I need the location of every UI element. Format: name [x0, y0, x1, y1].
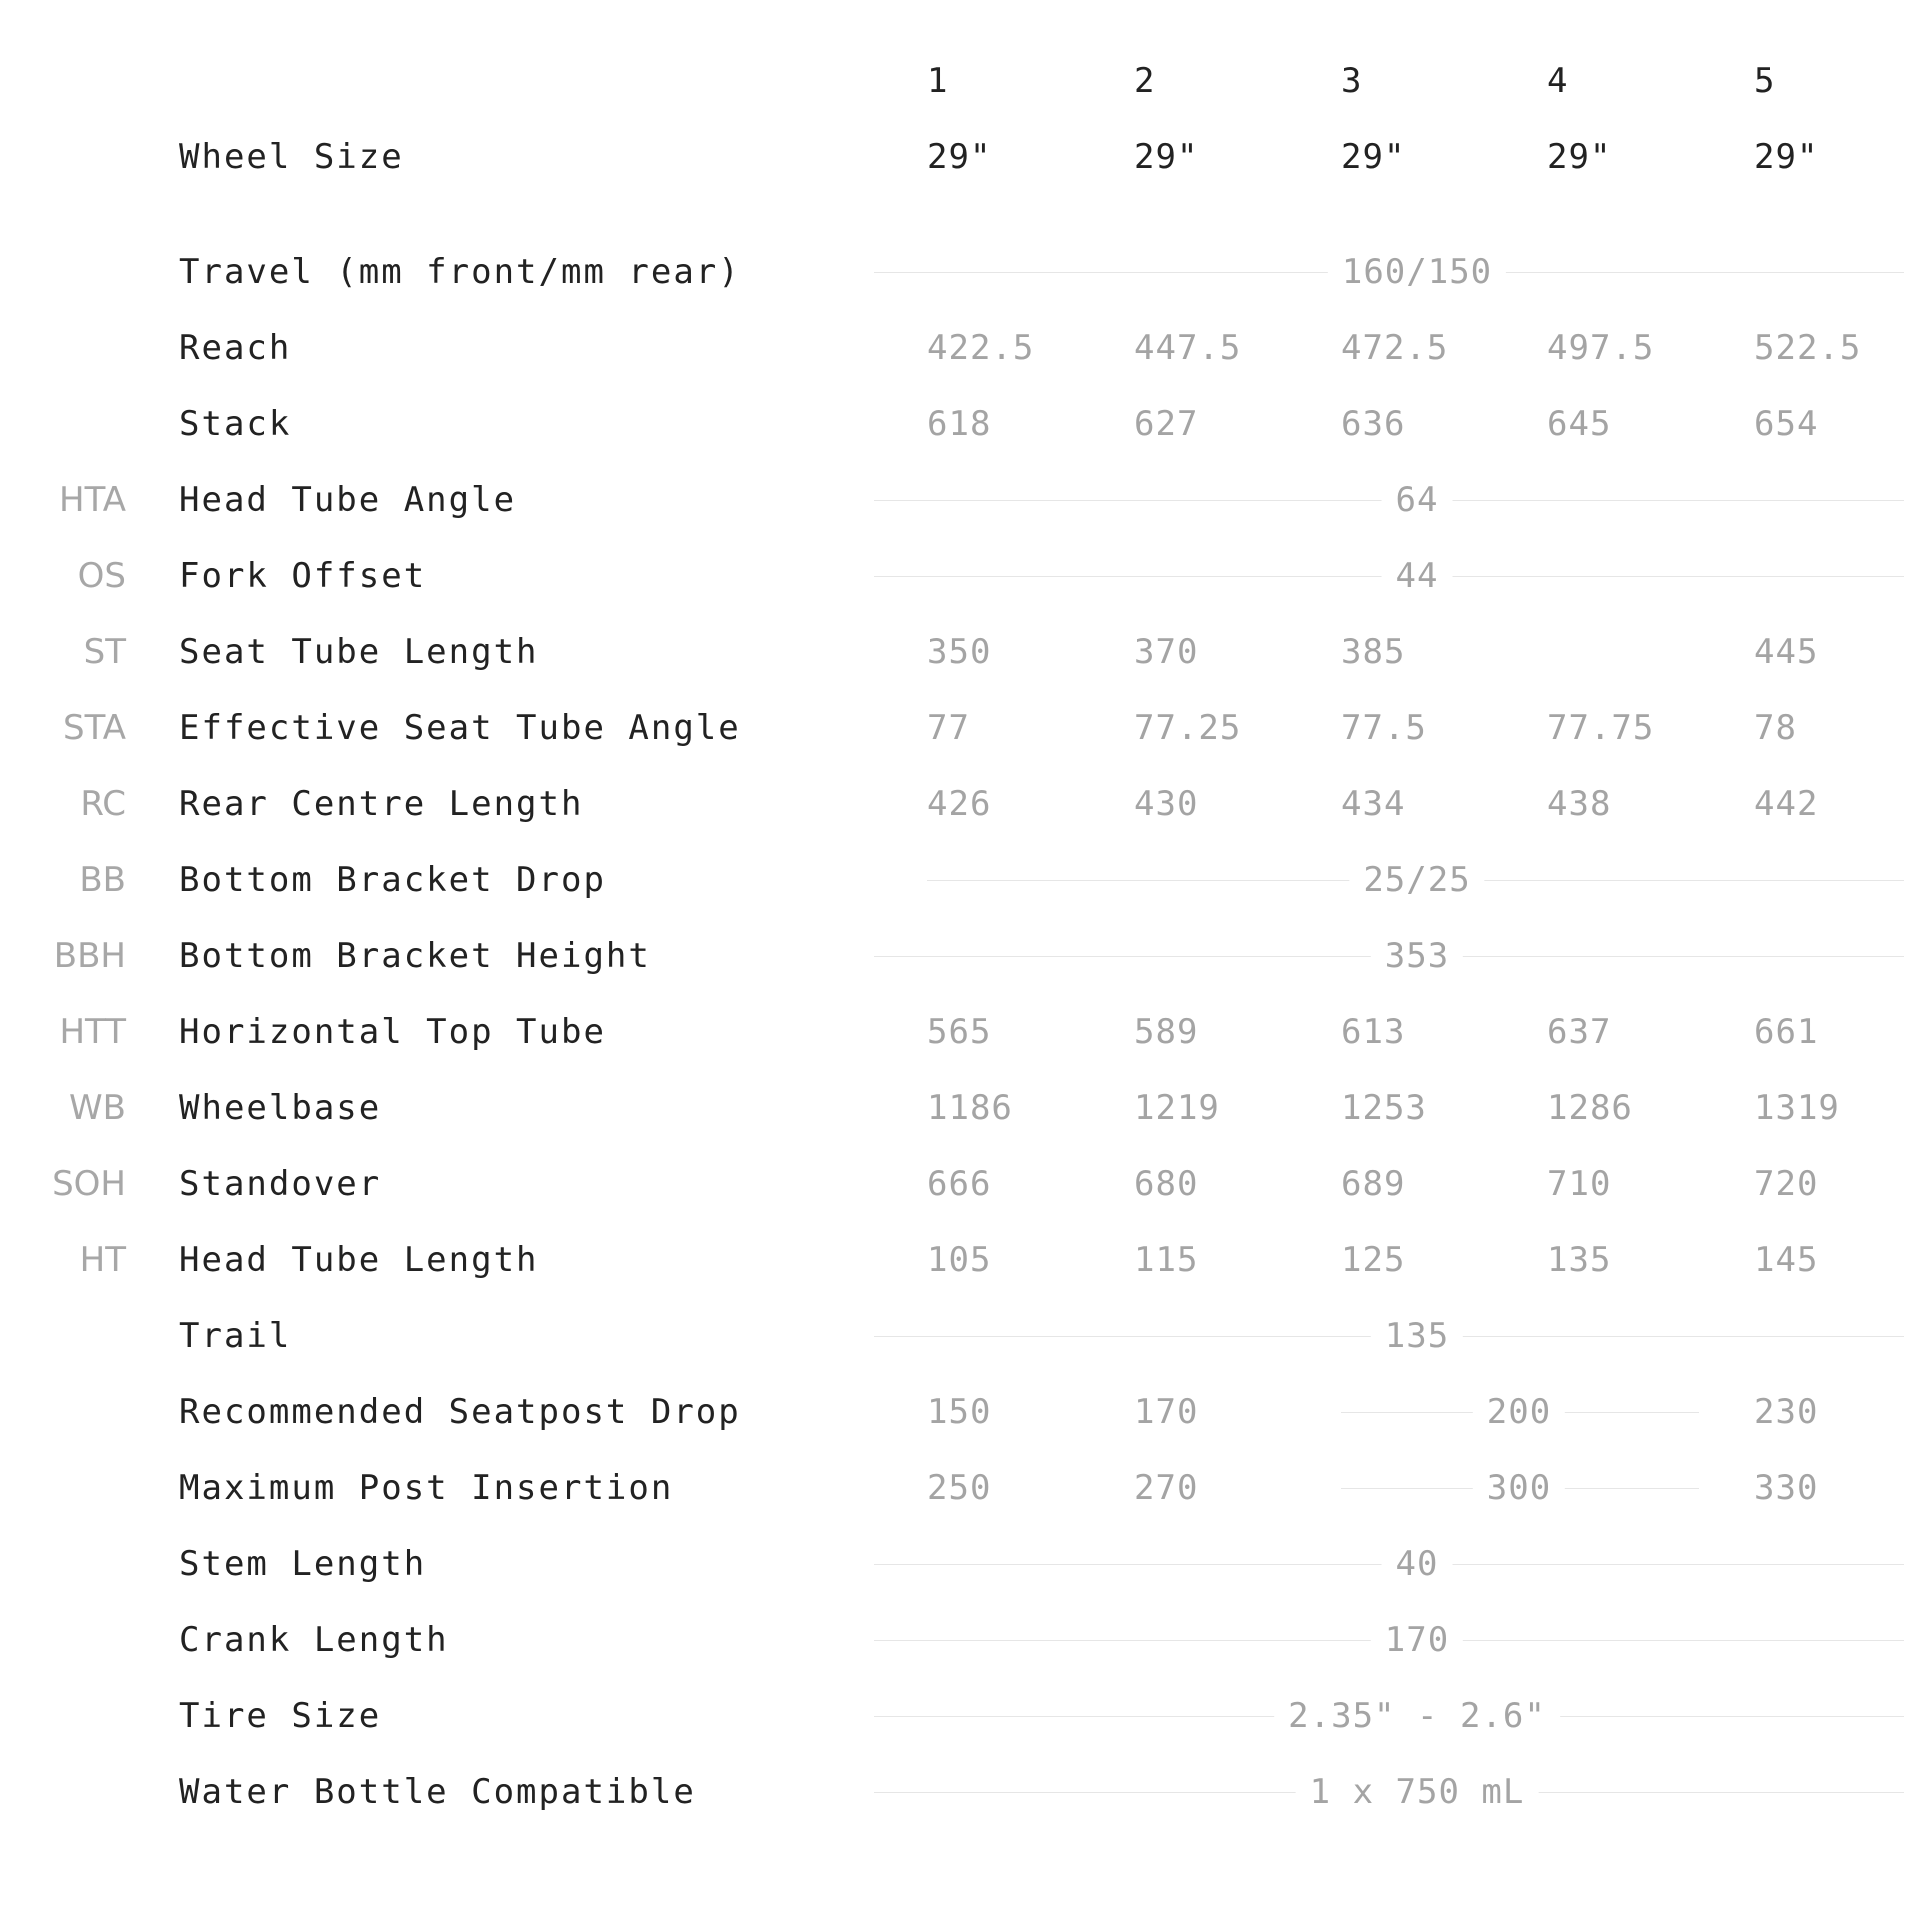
- table-row: [0, 1374, 1920, 1450]
- table-row: [0, 690, 1920, 766]
- row-abbreviation: STA: [63, 708, 126, 748]
- row-label: Water Bottle Compatible: [179, 1772, 696, 1812]
- value-cell: 654: [1754, 404, 1819, 444]
- row-label: Trail: [179, 1316, 292, 1356]
- value-cell: 115: [1134, 1240, 1199, 1280]
- row-label: Recommended Seatpost Drop: [179, 1392, 741, 1432]
- row-label: Head Tube Length: [179, 1240, 539, 1280]
- size-2-header: 2: [1134, 61, 1156, 101]
- row-label: Standover: [179, 1164, 382, 1204]
- span-value: 44: [1382, 538, 1453, 614]
- table-row: [0, 918, 1920, 994]
- value-cell: 710: [1547, 1164, 1612, 1204]
- span-value: 300: [1473, 1450, 1565, 1526]
- value-cell: 565: [927, 1012, 992, 1052]
- table-row: [0, 766, 1920, 842]
- table-row: [0, 1678, 1920, 1754]
- span-value: 40: [1382, 1526, 1453, 1602]
- size-1-header: 1: [927, 61, 949, 101]
- row-label: Rear Centre Length: [179, 784, 584, 824]
- value-cell: 1253: [1341, 1088, 1427, 1128]
- value-cell: 77: [927, 708, 970, 748]
- row-abbreviation: BBH: [53, 936, 126, 976]
- value-cell: 442: [1754, 784, 1819, 824]
- value-cell: 385: [1341, 632, 1406, 672]
- value-cell: 29": [1341, 137, 1406, 177]
- value-cell: 637: [1547, 1012, 1612, 1052]
- table-row: [0, 538, 1920, 614]
- row-abbreviation: OS: [77, 556, 126, 596]
- table-row: [0, 310, 1920, 386]
- value-cell: 472.5: [1341, 328, 1449, 368]
- value-cell: 105: [927, 1240, 992, 1280]
- value-cell: 29": [1547, 137, 1612, 177]
- value-cell: 270: [1134, 1468, 1199, 1508]
- row-label: Crank Length: [179, 1620, 449, 1660]
- row-label: Maximum Post Insertion: [179, 1468, 674, 1508]
- row-abbreviation: SOH: [52, 1164, 126, 1204]
- row-abbreviation: WB: [69, 1088, 126, 1128]
- size-5-header: 5: [1754, 61, 1776, 101]
- value-cell: 613: [1341, 1012, 1406, 1052]
- value-cell: 434: [1341, 784, 1406, 824]
- value-cell: 78: [1754, 708, 1797, 748]
- value-cell: 150: [927, 1392, 992, 1432]
- table-row: [0, 994, 1920, 1070]
- table-row: [0, 1146, 1920, 1222]
- value-cell: 330: [1754, 1468, 1819, 1508]
- table-row: [0, 1298, 1920, 1374]
- table-row: [0, 1450, 1920, 1526]
- row-label: Effective Seat Tube Angle: [179, 708, 741, 748]
- value-cell: 170: [1134, 1392, 1199, 1432]
- span-value: 200: [1473, 1374, 1565, 1450]
- table-row: [0, 1754, 1920, 1830]
- table-row: [0, 1222, 1920, 1298]
- value-cell: 589: [1134, 1012, 1199, 1052]
- table-row: [0, 234, 1920, 310]
- row-abbreviation: HTA: [59, 480, 126, 520]
- value-cell: 77.25: [1134, 708, 1242, 748]
- row-label: Head Tube Angle: [179, 480, 517, 520]
- value-cell: 627: [1134, 404, 1199, 444]
- row-label: Travel (mm front/mm rear): [179, 252, 741, 292]
- value-cell: 1219: [1134, 1088, 1220, 1128]
- size-3-header: 3: [1341, 61, 1363, 101]
- table-row: [0, 842, 1920, 918]
- row-label: Reach: [179, 328, 292, 368]
- table-row: [0, 462, 1920, 538]
- table-row: [0, 1602, 1920, 1678]
- value-cell: 720: [1754, 1164, 1819, 1204]
- value-cell: 645: [1547, 404, 1612, 444]
- row-label: Fork Offset: [179, 556, 427, 596]
- value-cell: 430: [1134, 784, 1199, 824]
- value-cell: 29": [927, 137, 992, 177]
- table-row: [0, 386, 1920, 462]
- value-cell: 447.5: [1134, 328, 1242, 368]
- span-value: 64: [1382, 462, 1453, 538]
- row-abbreviation: HTT: [59, 1012, 126, 1052]
- value-cell: 661: [1754, 1012, 1819, 1052]
- value-cell: 135: [1547, 1240, 1612, 1280]
- value-cell: 497.5: [1547, 328, 1655, 368]
- value-cell: 680: [1134, 1164, 1199, 1204]
- value-cell: 666: [927, 1164, 992, 1204]
- row-label: Stem Length: [179, 1544, 427, 1584]
- row-label: Bottom Bracket Height: [179, 936, 651, 976]
- table-row: [0, 1070, 1920, 1146]
- value-cell: 438: [1547, 784, 1612, 824]
- value-cell: 1286: [1547, 1088, 1633, 1128]
- value-cell: 350: [927, 632, 992, 672]
- value-cell: 426: [927, 784, 992, 824]
- row-label: Seat Tube Length: [179, 632, 539, 672]
- row-label: Wheelbase: [179, 1088, 382, 1128]
- value-cell: 422.5: [927, 328, 1035, 368]
- span-value: 170: [1371, 1602, 1463, 1678]
- value-cell: 1186: [927, 1088, 1013, 1128]
- row-abbreviation: RC: [80, 784, 126, 824]
- value-cell: 445: [1754, 632, 1819, 672]
- value-cell: 636: [1341, 404, 1406, 444]
- value-cell: 29": [1754, 137, 1819, 177]
- row-label: Stack: [179, 404, 292, 444]
- value-cell: 689: [1341, 1164, 1406, 1204]
- span-value: 353: [1371, 918, 1463, 994]
- span-value: 135: [1371, 1298, 1463, 1374]
- row-label: Tire Size: [179, 1696, 382, 1736]
- table-row: [0, 614, 1920, 690]
- value-cell: 77.75: [1547, 708, 1655, 748]
- row-label: Wheel Size: [179, 137, 404, 177]
- row-abbreviation: BB: [79, 860, 126, 900]
- value-cell: 618: [927, 404, 992, 444]
- value-cell: 1319: [1754, 1088, 1840, 1128]
- span-value: 1 x 750 mL: [1296, 1754, 1539, 1830]
- value-cell: 77.5: [1341, 708, 1427, 748]
- row-abbreviation: ST: [83, 632, 126, 672]
- row-label: Horizontal Top Tube: [179, 1012, 606, 1052]
- wheel-size-row: [0, 119, 1920, 195]
- value-cell: 522.5: [1754, 328, 1862, 368]
- size-header-row: [0, 43, 1920, 119]
- table-row: [0, 1526, 1920, 1602]
- row-label: Bottom Bracket Drop: [179, 860, 606, 900]
- row-abbreviation: HT: [79, 1240, 126, 1280]
- value-cell: 250: [927, 1468, 992, 1508]
- size-4-header: 4: [1547, 61, 1569, 101]
- value-cell: 230: [1754, 1392, 1819, 1432]
- value-cell: 145: [1754, 1240, 1819, 1280]
- span-value: 160/150: [1328, 234, 1506, 310]
- value-cell: 370: [1134, 632, 1199, 672]
- span-value: 2.35" - 2.6": [1274, 1678, 1560, 1754]
- value-cell: 125: [1341, 1240, 1406, 1280]
- span-value: 25/25: [1349, 842, 1484, 918]
- value-cell: 29": [1134, 137, 1199, 177]
